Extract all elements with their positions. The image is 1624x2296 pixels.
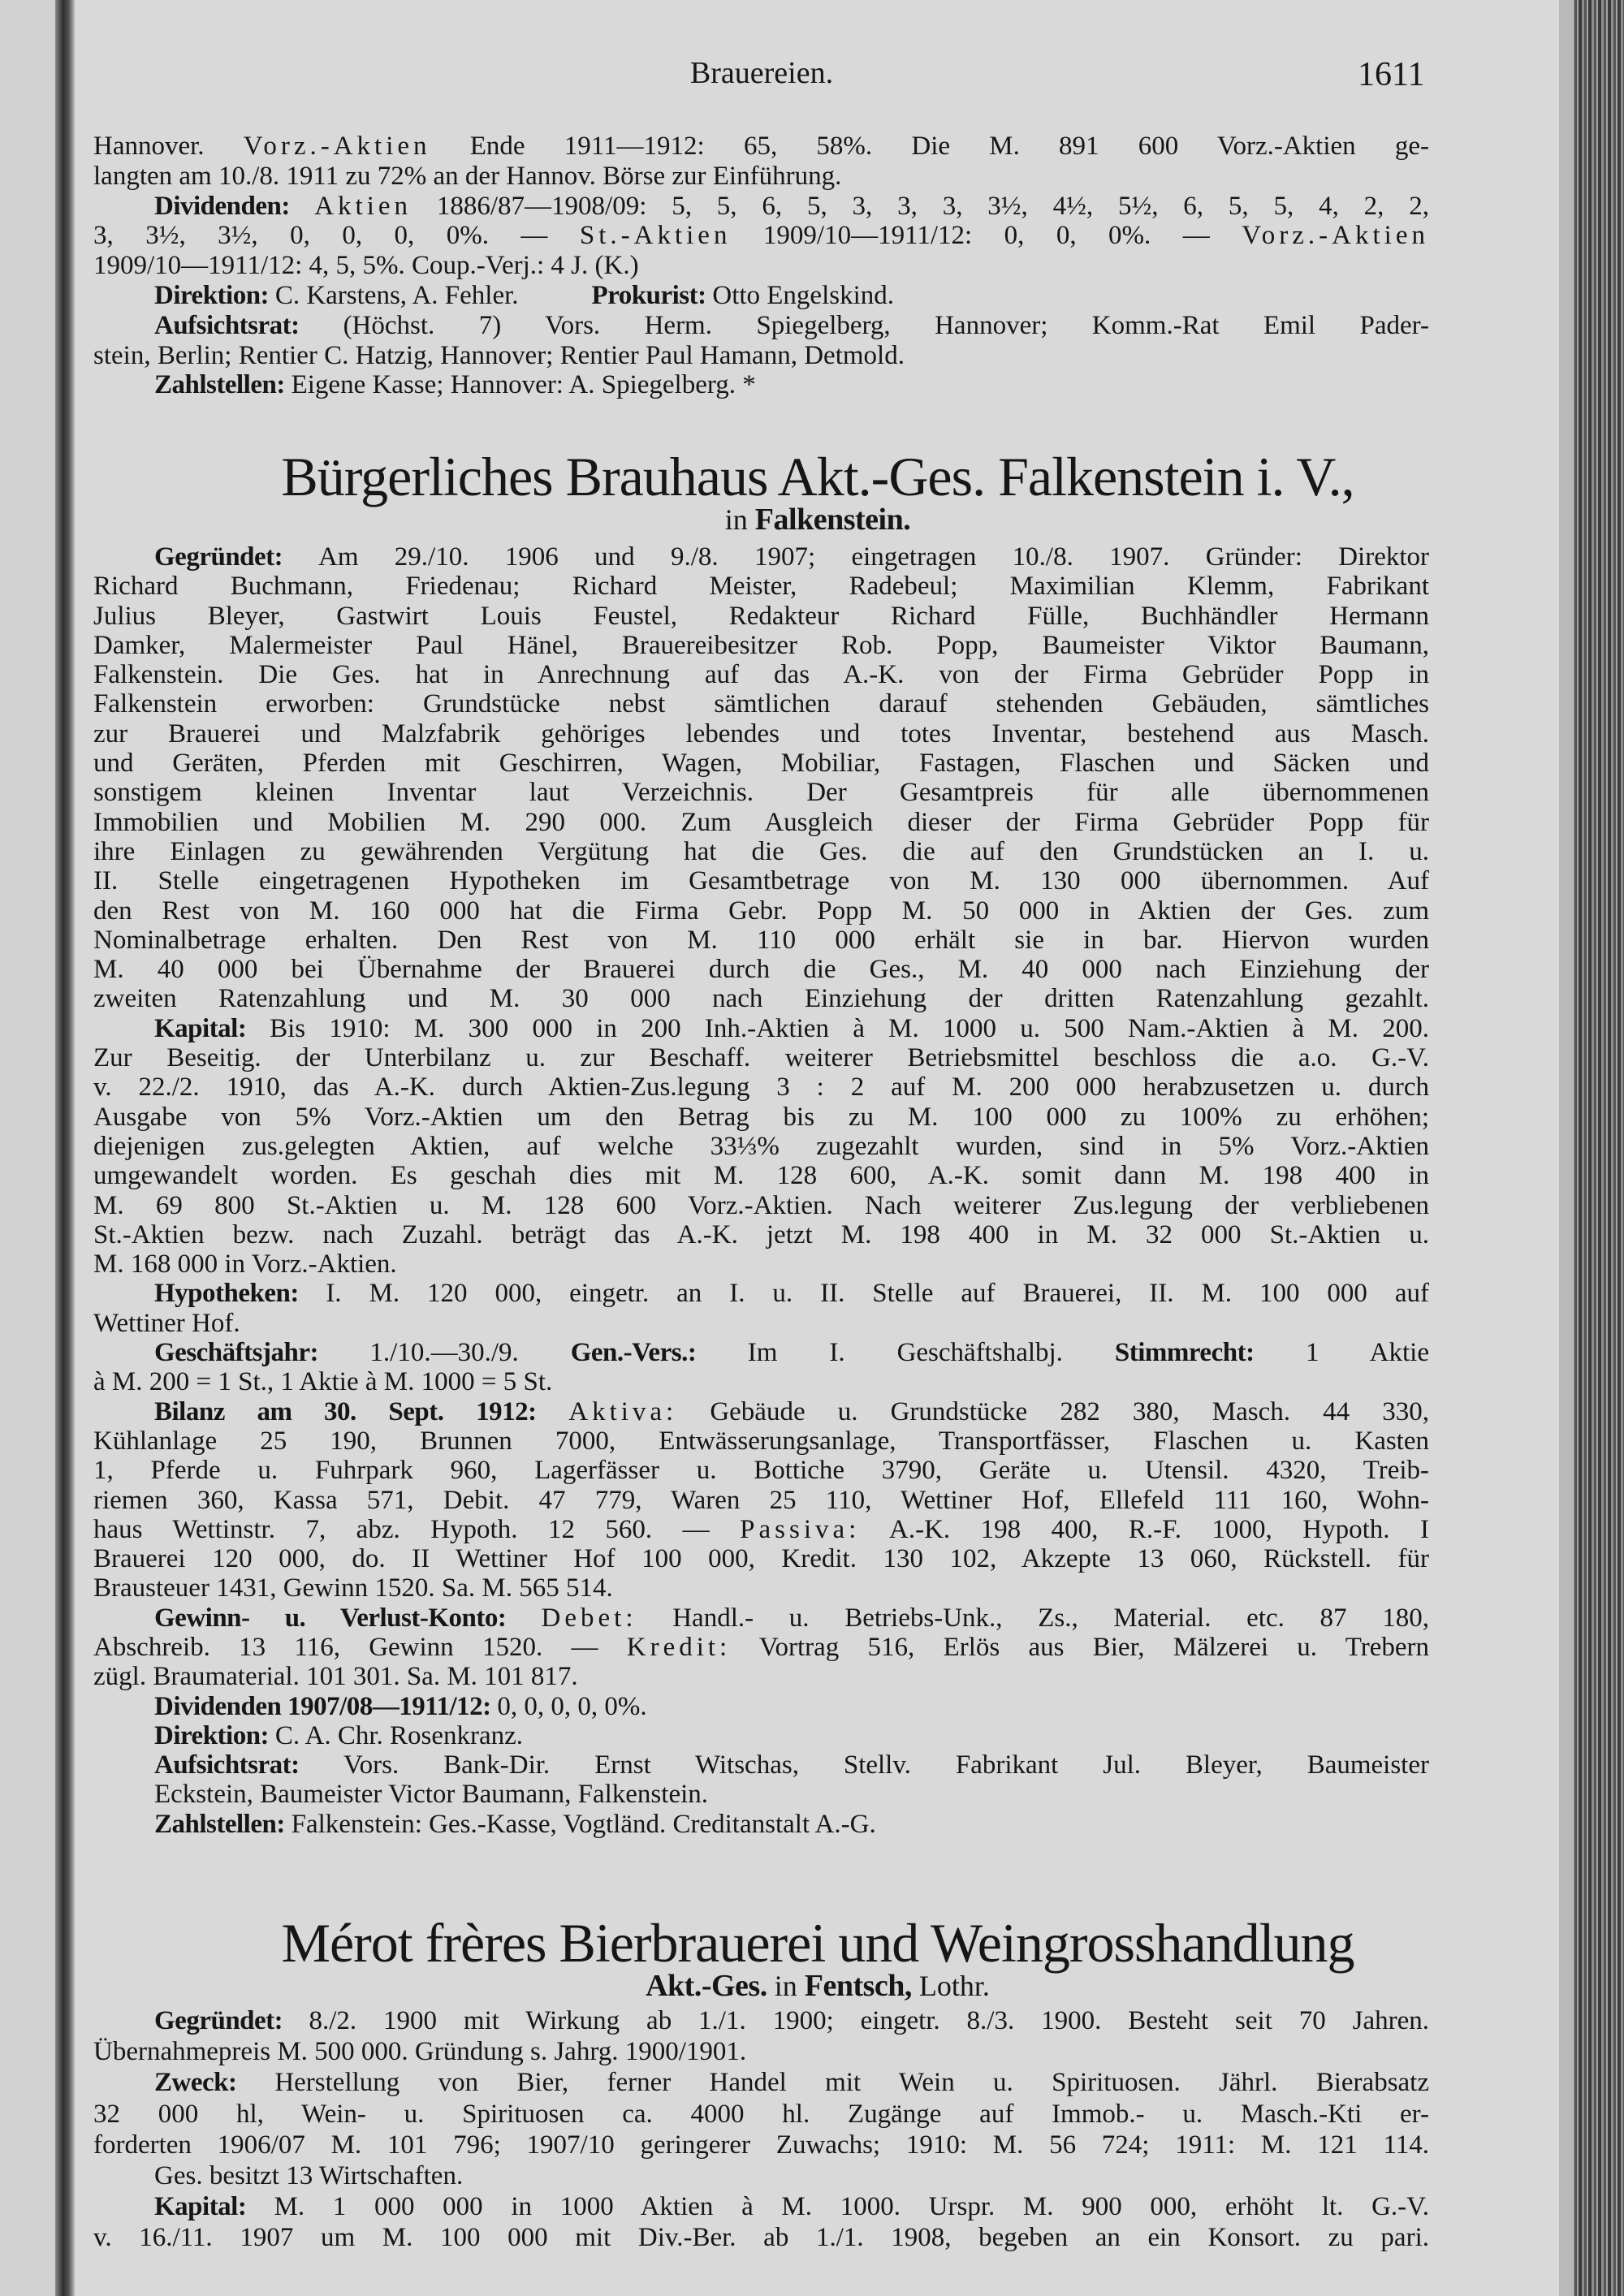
text-run: Brausteuer 1431, Gewinn 1520. Sa. M. 565 514. — [93, 1573, 613, 1603]
entry-title-falkenstein: Bürgerliches Brauhaus Akt.-Ges. Falkenstein i. V., — [281, 446, 1354, 507]
text-run: langten am 10./8. 1911 zu 72% an der Hannov. Börse zur Einführung. — [93, 161, 842, 191]
text-run: Nominalbetrage erhalten. Den Rest von M. 110 000 erhält sie in bar. Hiervon wurden — [93, 925, 1429, 955]
text-line — [93, 1662, 1429, 1691]
text-run: Julius Bleyer, Gastwirt Louis Feustel, Redakteur Richard Fülle, Buchhändler Hermann — [93, 601, 1429, 631]
text-line — [93, 1486, 1429, 1515]
section-label: Gen.-Vers.: — [570, 1338, 748, 1368]
text-run: 8./2. 1900 mit Wirkung ab 1./1. 1900; eingetr. 8./3. 1900. Besteht seit 70 Jahren. — [309, 2006, 1429, 2035]
text-run: v. 22./2. 1910, das A.-K. durch Aktien-Zus.legung 3 : 2 auf M. 200 000 herabzusetzen u. durch — [93, 1072, 1429, 1103]
text-run: zweiten Ratenzahlung und M. 30 000 nach Einziehung der dritten Ratenzahlung gezahlt. — [93, 984, 1429, 1014]
entry-body-falkenstein — [93, 542, 1429, 1839]
text-line — [93, 370, 1429, 400]
text-run: Richard Buchmann, Friedenau; Richard Meister, Radebeul; Maximilian Klemm, Fabrikant — [93, 572, 1429, 602]
subtitle-region: Lothr. — [911, 1970, 990, 2002]
text-run: Hannover. — [93, 132, 244, 161]
text-line — [93, 281, 1429, 311]
text-line — [93, 1191, 1429, 1220]
section-label: Gegründet: — [154, 2006, 309, 2035]
previous-page-edge — [0, 0, 57, 2296]
text-line — [93, 1072, 1429, 1102]
text-run: Falkenstein erworben: Grundstücke nebst sämtlichen darauf stehenden Gebäuden, sämtliches — [93, 689, 1429, 719]
text-run: stein, Berlin; Rentier C. Hatzig, Hannover; Rentier Paul Hamann, Detmold. — [93, 340, 905, 370]
text-run: Kühlanlage 25 190, Brunnen 7000, Entwässerungsanlage, Transportfässer, Flaschen u. Kasten — [93, 1426, 1429, 1456]
subtitle-place: Falkenstein. — [754, 503, 911, 537]
text-run: Herstellung von Bier, ferner Handel mit Wein u. Spirituosen. Jährl. Bierabsatz — [274, 2068, 1430, 2098]
subtitle-company: Akt.-Ges. — [646, 1969, 767, 2003]
text-line — [93, 162, 1429, 192]
spaced-term: Vorz.-Aktien — [1242, 221, 1429, 251]
section-label: Direktion: — [154, 1720, 275, 1750]
text-line — [93, 2099, 1429, 2130]
text-run: und Geräten, Pferden mit Geschirren, Wagen, Mobiliar, Fastagen, Flaschen und Säcken und — [93, 749, 1429, 779]
section-label: Aufsichtsrat: — [154, 310, 343, 340]
text-line — [93, 602, 1429, 631]
text-line — [93, 2130, 1429, 2160]
text-run: diejenigen zus.gelegten Aktien, auf welche 33⅓% zugezahlt wurden, sind in 5% Vorz.-Aktien — [93, 1131, 1429, 1161]
section-label: Zweck: — [154, 2068, 275, 2098]
text-run: Am 29./10. 1906 und 9./8. 1907; eingetragen 10./8. 1907. Gründer: Direktor — [317, 542, 1429, 572]
section-label: Dividenden: — [154, 191, 315, 221]
text-run: Vortrag 516, Erlös aus Bier, Mälzerei u. Trebern — [731, 1632, 1429, 1662]
text-line — [93, 251, 1429, 281]
text-line — [93, 1426, 1429, 1456]
text-run: M. 1 000 000 in 1000 Aktien à M. 1000. Urspr. M. 900 000, erhöht lt. G.-V. — [274, 2192, 1429, 2222]
text-run: Immobilien und Mobilien M. 290 000. Zum Ausgleich dieser der Firma Gebrüder Popp für — [93, 807, 1429, 837]
text-line — [93, 1367, 1429, 1396]
text-line — [93, 1603, 1429, 1633]
text-run: 0, 0, 0, 0, 0%. — [497, 1691, 647, 1721]
section-label: Hypotheken: — [154, 1279, 326, 1309]
text-run: 3, 3½, 3½, 0, 0, 0, 0%. — — [93, 221, 580, 251]
text-run: Übernahmepreis M. 500 000. Gründung s. Jahrg. 1900/1901. — [93, 2037, 747, 2067]
text-run: Handl.- u. Betriebs-Unk., Zs., Material. etc. 87 180, — [637, 1603, 1429, 1633]
text-run: M. 40 000 bei Übernahme der Brauerei durch die Ges., M. 40 000 nach Einziehung der — [93, 955, 1429, 985]
section-label: Prokurist: — [591, 280, 713, 310]
text-line — [93, 631, 1429, 660]
text-run: den Rest von M. 160 000 hat die Firma Gebr. Popp M. 50 000 in Aktien der Ges. zum — [93, 896, 1429, 926]
text-run: Falkenstein: Ges.-Kasse, Vogtländ. Creditanstalt A.-G. — [291, 1809, 876, 1839]
text-line — [93, 984, 1429, 1013]
text-run: Damker, Malermeister Paul Hänel, Brauereibesitzer Rob. Popp, Baumeister Viktor Baumann, — [93, 630, 1429, 660]
subtitle-in: in — [767, 1970, 805, 2002]
spaced-term: Kredit: — [626, 1632, 732, 1662]
text-run: Vors. Bank-Dir. Ernst Witschas, Stellv. Fabrikant Jul. Bleyer, Baumeister — [343, 1750, 1429, 1780]
section-label: Stimmrecht: — [1114, 1338, 1307, 1368]
text-run: M. 168 000 in Vorz.-Aktien. — [93, 1249, 397, 1280]
text-run: I. M. 120 000, eingetr. an I. u. II. Stelle auf Brauerei, II. M. 100 000 auf — [326, 1279, 1430, 1309]
text-line — [93, 1721, 1429, 1750]
text-line — [93, 1515, 1429, 1544]
text-run: II. Stelle eingetragenen Hypotheken im Gesamtbetrage von M. 130 000 übernommen. Auf — [93, 866, 1429, 896]
text-line — [93, 1014, 1429, 1043]
entry-subtitle-merot — [75, 1968, 1561, 2004]
running-head — [0, 55, 1624, 96]
text-run: Wettiner Hof. — [93, 1308, 240, 1338]
text-line — [93, 1161, 1429, 1190]
running-head-title: Brauereien. — [689, 56, 834, 90]
text-line — [93, 1220, 1429, 1249]
spaced-term: Aktiva: — [568, 1396, 678, 1426]
text-line — [93, 2036, 1429, 2067]
text-run: 1886/87—1908/09: 5, 5, 6, 5, 3, 3, 3, 3½, 4½, 5½, 6, 5, 5, 4, 2, 2, — [412, 191, 1429, 221]
text-run: 1 Aktie — [1306, 1338, 1429, 1368]
section-label: Direktion: — [154, 280, 275, 310]
text-run: sonstigem kleinen Inventar laut Verzeichnis. Der Gesamtpreis für alle übernommenen — [93, 778, 1429, 808]
text-run: 1909/10—1911/12: 4, 5, 5%. Coup.-Verj.: 4 J. (K.) — [93, 251, 639, 281]
text-run: Falkenstein. Die Ges. hat in Anrechnung auf das A.-K. von der Firma Gebrüder Popp in — [93, 660, 1429, 690]
text-line — [93, 1103, 1429, 1132]
text-run: Eigene Kasse; Hannover: A. Spiegelberg. * — [291, 370, 756, 400]
spaced-term: Aktien — [314, 191, 412, 221]
text-line — [93, 808, 1429, 837]
text-run: C. Karstens, A. Fehler. — [274, 280, 519, 310]
text-run: Abschreib. 13 116, Gewinn 1520. — — [93, 1632, 627, 1662]
text-run: v. 16./11. 1907 um M. 100 000 mit Div.-Ber. ab 1./1. 1908, begeben an ein Konsort. zu pari. — [93, 2223, 1429, 2253]
page-number: 1611 — [1358, 56, 1425, 93]
text-run: 1./10.—30./9. — [369, 1338, 571, 1368]
text-line — [93, 1338, 1429, 1367]
section-label: Gegründet: — [154, 542, 318, 572]
book-gutter — [55, 0, 75, 2296]
text-run: zügl. Braumaterial. 101 301. Sa. M. 101 817. — [93, 1662, 578, 1692]
text-line — [93, 778, 1429, 807]
text-line — [93, 221, 1429, 251]
text-run: Eckstein, Baumeister Victor Baumann, Falkenstein. — [154, 1780, 709, 1810]
text-run: Zur Beseitig. der Unterbilanz u. zur Beschaff. weiterer Betriebsmittel beschloss die a.o. G.-V. — [93, 1043, 1429, 1073]
text-line — [93, 311, 1429, 341]
text-run: riemen 360, Kassa 571, Debit. 47 779, Waren 25 110, Wettiner Hof, Ellefeld 111 160, Wohn- — [93, 1485, 1429, 1515]
spaced-term: St.-Aktien — [579, 221, 732, 251]
entry-title-merot: Mérot frères Bierbrauerei und Weingrosshandlung — [281, 1912, 1354, 1974]
text-run: (Höchst. 7) Vors. Herm. Spiegelberg, Hannover; Komm.-Rat Emil Pader- — [343, 310, 1429, 340]
text-line — [93, 1573, 1429, 1603]
spaced-term: Vorz.-Aktien — [243, 132, 431, 161]
text-line — [93, 1633, 1429, 1662]
section-label: Geschäftsjahr: — [154, 1338, 370, 1368]
section-label: Kapital: — [154, 2192, 274, 2222]
text-line — [93, 1810, 1429, 1839]
text-run: 1909/10—1911/12: 0, 0, 0%. — — [731, 221, 1242, 251]
text-run: à M. 200 = 1 St., 1 Aktie à M. 1000 = 5 St. — [93, 1367, 553, 1397]
text-line — [93, 1780, 1429, 1809]
text-line — [93, 572, 1429, 601]
text-run: A.-K. 198 400, R.-F. 1000, Hypoth. I — [860, 1514, 1429, 1544]
text-line — [93, 866, 1429, 896]
text-line — [93, 1249, 1429, 1279]
page-stack-edge — [1559, 0, 1624, 2296]
text-line — [93, 1043, 1429, 1072]
text-line — [93, 955, 1429, 984]
text-run: C. A. Chr. Rosenkranz. — [274, 1720, 524, 1750]
text-line — [93, 2067, 1429, 2098]
text-run: Gebäude u. Grundstücke 282 380, Masch. 44 330, — [677, 1396, 1429, 1426]
text-line — [93, 896, 1429, 926]
text-line — [93, 926, 1429, 955]
entry-body-merot — [93, 2005, 1429, 2254]
section-label: Gewinn- u. Verlust-Konto: — [154, 1603, 542, 1633]
text-line — [93, 192, 1429, 222]
section-label: Kapital: — [154, 1013, 270, 1043]
text-line — [93, 1692, 1429, 1721]
text-run: ihre Einlagen zu gewährenden Vergütung hat die Ges. die auf den Grundstücken an I. u. — [93, 836, 1429, 866]
text-run: Bis 1910: M. 300 000 in 200 Inh.-Aktien à M. 1000 u. 500 Nam.-Aktien à M. 200. — [270, 1013, 1429, 1043]
text-line — [93, 749, 1429, 778]
text-line — [93, 132, 1429, 162]
text-run: Otto Engelskind. — [712, 280, 895, 310]
text-line — [93, 1456, 1429, 1485]
subtitle-place: Fentsch, — [804, 1969, 912, 2003]
entry-continuation-hannover — [93, 132, 1429, 400]
text-line — [93, 837, 1429, 866]
text-run: zur Brauerei und Malzfabrik gehöriges lebendes und totes Inventar, bestehend aus Masch. — [93, 719, 1429, 749]
text-run: Brauerei 120 000, do. II Wettiner Hof 100 000, Kredit. 130 102, Akzepte 13 060, Rückstell. für — [93, 1544, 1429, 1574]
text-line — [93, 1279, 1429, 1308]
section-label: Dividenden 1907/08—1911/12: — [154, 1691, 498, 1721]
text-line — [93, 1397, 1429, 1426]
text-line — [93, 660, 1429, 689]
text-line — [93, 2005, 1429, 2036]
text-run: umgewandelt worden. Es geschah dies mit M. 128 600, A.-K. somit dann M. 198 400 in — [93, 1161, 1429, 1191]
text-line — [93, 2191, 1429, 2222]
text-run: Ausgabe von 5% Vorz.-Aktien um den Betrag bis zu M. 100 000 zu 100% zu erhöhen; — [93, 1102, 1429, 1132]
text-line — [93, 1132, 1429, 1161]
section-label: Zahlstellen: — [154, 1809, 292, 1839]
text-run: St.-Aktien bezw. nach Zuzahl. beträgt das A.-K. jetzt M. 198 400 in M. 32 000 St.-Aktien u. — [93, 1219, 1429, 1249]
text-line — [93, 341, 1429, 371]
text-line — [93, 1544, 1429, 1573]
text-run: 32 000 hl, Wein- u. Spirituosen ca. 4000 hl. Zugänge auf Immob.- u. Masch.-Kti er- — [93, 2099, 1429, 2129]
text-line — [93, 542, 1429, 572]
subtitle-prefix: in — [724, 503, 755, 536]
text-line — [93, 2160, 1429, 2191]
text-line — [93, 689, 1429, 719]
spaced-term: Passiva: — [740, 1514, 861, 1544]
text-line — [93, 1309, 1429, 1338]
text-run: M. 69 800 St.-Aktien u. M. 128 600 Vorz.-Aktien. Nach weiterer Zus.legung der verbliebenen — [93, 1190, 1429, 1220]
entry-subtitle-falkenstein — [75, 502, 1561, 537]
text-run: haus Wettinstr. 7, abz. Hypoth. 12 560. — — [93, 1514, 741, 1544]
section-label: Zahlstellen: — [154, 370, 292, 400]
text-run: 1, Pferde u. Fuhrpark 960, Lagerfässer u. Bottiche 3790, Geräte u. Utensil. 4320, Treib- — [93, 1456, 1429, 1486]
text-run: Ges. besitzt 13 Wirtschaften. — [154, 2160, 464, 2190]
text-line — [93, 2222, 1429, 2253]
text-line — [93, 1750, 1429, 1780]
text-run: Ende 1911—1912: 65, 58%. Die M. 891 600 Vorz.-Aktien ge- — [430, 132, 1429, 161]
section-label: Aufsichtsrat: — [154, 1750, 344, 1780]
text-line — [93, 719, 1429, 749]
spaced-term: Debet: — [541, 1603, 637, 1633]
section-label: Bilanz am 30. Sept. 1912: — [154, 1396, 569, 1426]
text-run: forderten 1906/07 M. 101 796; 1907/10 geringerer Zuwachs; 1910: M. 56 724; 1911: M. 121 114. — [93, 2130, 1429, 2160]
text-run: Im I. Geschäftshalbj. — [747, 1338, 1115, 1368]
